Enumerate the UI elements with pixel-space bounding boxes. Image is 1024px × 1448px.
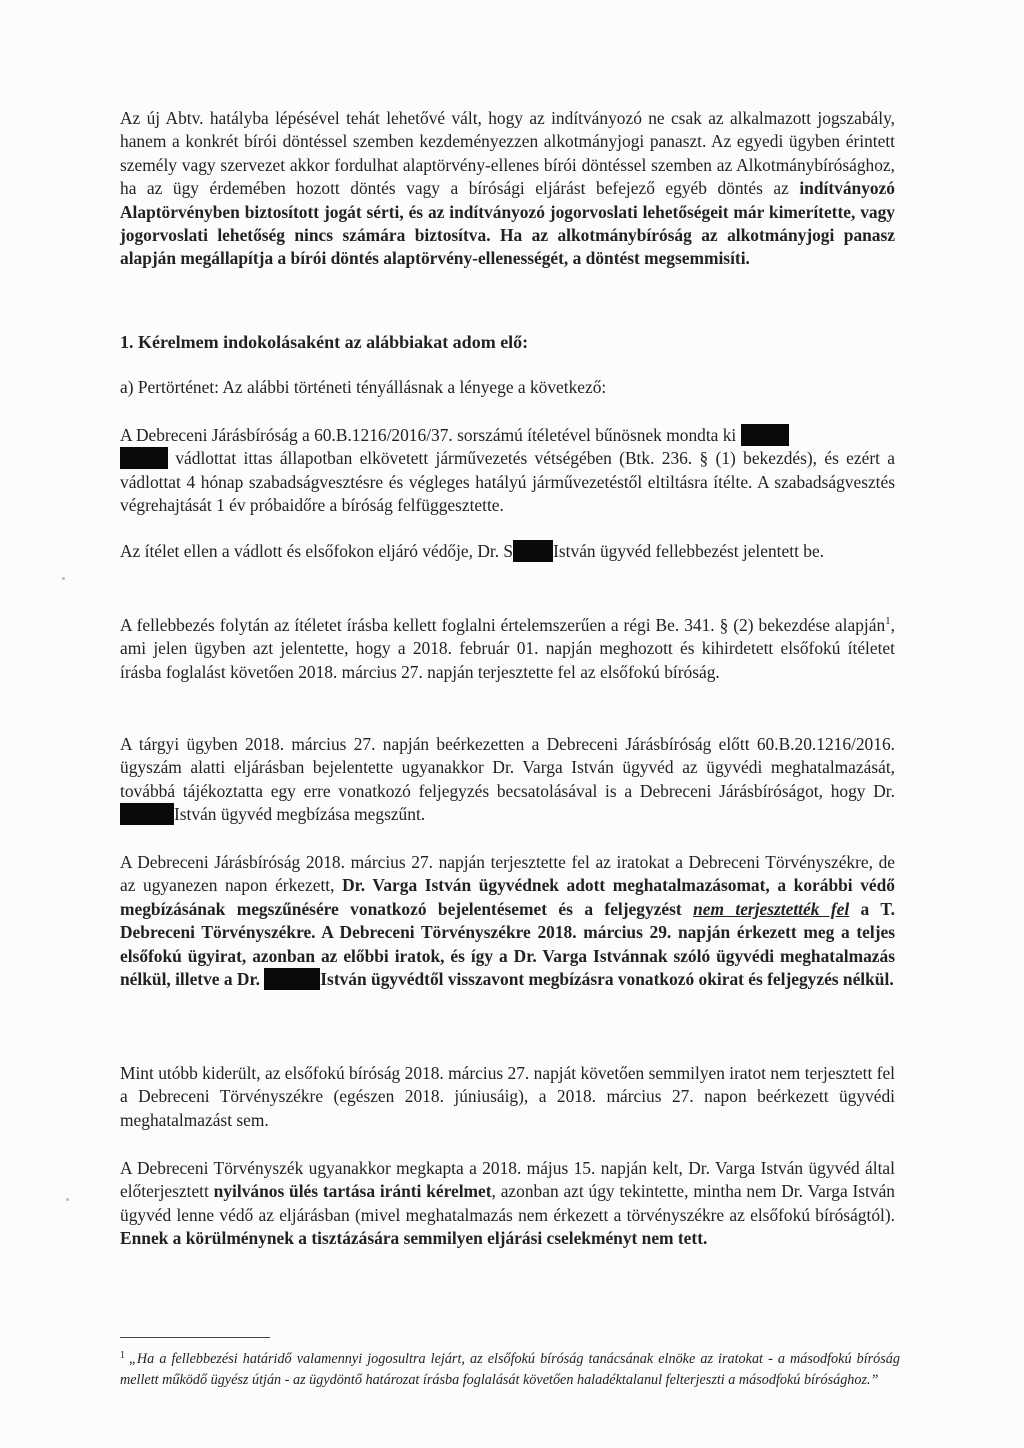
paragraph-text: István ügyvéd megbízása megszűnt. bbox=[174, 804, 426, 825]
redaction-block bbox=[264, 968, 320, 990]
paragraph-fellebbezes bbox=[120, 610, 895, 684]
paragraph-pertortenet: a) Pertörténet: Az alábbi történeti tényállásnak a lényege a következő: bbox=[120, 377, 607, 397]
paragraph-targyi bbox=[120, 733, 895, 827]
scan-speck bbox=[62, 577, 65, 580]
footnote-reference[interactable]: 1 bbox=[885, 615, 891, 627]
redaction-block bbox=[120, 447, 168, 469]
redaction-block bbox=[120, 803, 174, 825]
paragraph-text: vádlottat ittas állapotban elkövetett járművezetés vétségében (Btk. 236. § (1) bekezdés), és ezért a vádlottat 4 hónap szabadságvesztésre és végleges hatályú járművezetéstől eltiltásra ítélte. A szabadságvesztés végrehajtását 1 év próbaidőre a bíróság felfüggesztette. bbox=[120, 448, 895, 516]
bold-text: Dr. Varga István ügyvédnek adott meghatalmazásomat, a korábbi védő megbízásának megszűnésére vonatkozó bejelentésemet és a feljegyzést bbox=[120, 875, 896, 919]
redaction-block bbox=[513, 540, 553, 562]
paragraph-debrecen-judgment bbox=[120, 424, 895, 518]
paragraph-utobb: Mint utóbb kiderült, az elsőfokú bíróság 2018. március 27. napját követően semmilyen iratot nem terjesztett fel a Debreceni Törvényszékre (egészen 2018. júniusáig), a 2018. március 27. napon beérkezett ügyvédi meghatalmazást sem. bbox=[120, 1063, 895, 1130]
paragraph-text: , azonban azt úgy tekintette, mintha nem Dr. Varga István ügyvéd lenne védő az eljárásban (mivel meghatalmazás nem érkezett a törvényszékre az elsőfokú bíróságtól). bbox=[120, 1181, 895, 1225]
section-heading: 1. Kérelmem indokolásaként az alábbiakat adom elő: bbox=[120, 332, 529, 352]
paragraph-text: Az ítélet ellen a vádlott és elsőfokon eljáró védője, Dr. S bbox=[120, 541, 514, 561]
paragraph-text: A Debreceni Járásbíróság a 60.B.1216/2016/37. sorszámú ítéletével bűnösnek mondta ki bbox=[120, 425, 741, 445]
paragraph-text: , ami jelen ügyben azt jelentette, hogy a 2018. február 01. napján meghozott és kihirdetett elsőfokú ítéletet írásba foglalást követően 2018. március 27. napján terjesztette fel az elsőfokú bíróság. bbox=[120, 615, 895, 682]
paragraph-text: A Debreceni Törvényszék ugyanakkor megkapta a 2018. május 15. napján kelt, Dr. Varga István ügyvéd által előterjesztett bbox=[120, 1158, 895, 1202]
footnote-number: 1 bbox=[120, 1350, 125, 1361]
bold-text: a T. Debreceni Törvényszékre. A Debreceni Törvényszékre 2018. március 29. napján érkezett meg a teljes elsőfokú ügyirat, azonban az előbbi iratok, és így a Dr. Varga Istvánnak szóló ügyvédi meghatalmazás nélkül, illetve a Dr. bbox=[120, 898, 895, 990]
bold-text: indítványozó Alaptörvényben biztosított jogát sérti, és az indítványozó jogorvoslati lehetőségeit már kimerítette, vagy jogorvoslati lehetőség nincs számára biztosítva. Ha az alkotmánybíróság az alkotmányjogi panasz alapján megállapítja a bírói döntés alaptörvény-ellenességét, a döntést megsemmisíti. bbox=[120, 178, 895, 269]
redaction-block bbox=[741, 424, 789, 446]
paragraph-torvenyszek bbox=[120, 1157, 895, 1251]
footnote bbox=[120, 1345, 900, 1391]
paragraph-iratok bbox=[120, 851, 895, 991]
paragraph-text: A Debreceni Járásbíróság 2018. március 27. napján terjesztette fel az iratokat a Debreceni Törvényszékre, de az ugyanezen napon érkezett, bbox=[120, 852, 895, 896]
paragraph-text: A fellebbezés folytán az ítéletet írásba kellett foglalni értelemszerűen a régi Be. 341. § (2) bekezdése alapján bbox=[120, 615, 886, 635]
footnote-separator bbox=[120, 1337, 270, 1338]
bold-text: Ennek a körülménynek a tisztázására semmilyen eljárási cselekményt nem tett. bbox=[120, 1228, 708, 1249]
paragraph-intro bbox=[120, 107, 895, 271]
paragraph-text: Az új Abtv. hatályba lépésével tehát lehetővé vált, hogy az indítványozó ne csak az alkalmazott jogszabály, hanem a konkrét bírói döntéssel szemben kezdeményezzen alkotmányjogi panaszt. Az egyedi ügyben érintett személy vagy szervezet akkor fordulhat alaptörvény-ellenes bírói döntéssel szemben az Alkotmánybírósághoz, ha az ügy érdemében hozott döntés vagy a bírósági eljárást befejező egyéb döntés az bbox=[120, 108, 895, 199]
bold-text: István ügyvédtől visszavont megbízásra vonatkozó okirat és feljegyzés nélkül. bbox=[320, 969, 894, 990]
paragraph-text: István ügyvéd fellebbezést jelentett be. bbox=[553, 541, 825, 561]
footnote-text: „Ha a fellebbezési határidő valamennyi jogosultra lejárt, az elsőfokú bíróság tanácsának elnöke az iratokat - a másodfokú bíróság mellett működő ügyész útján - az ügydöntő határozat írásba foglalását követően haladéktalanul felterjeszti a másodfokú bírósághoz.” bbox=[120, 1351, 900, 1388]
underlined-text: nem terjesztették fel bbox=[693, 898, 850, 919]
bold-text: nyilvános ülés tartása iránti kérelmet bbox=[213, 1181, 492, 1202]
paragraph-appeal bbox=[120, 540, 895, 563]
paragraph-text: A tárgyi ügyben 2018. március 27. napján beérkezetten a Debreceni Járásbíróság előtt 60.B.20.1216/2016. ügyszám alatti eljárásban bejelentette ugyanakkor Dr. Varga István ügyvéd az ügyvédi meghatalmazását, továbbá tájékoztatta egy erre vonatkozó feljegyzés becsatolásával is a Debreceni Járásbíróságot, hogy Dr. bbox=[120, 734, 895, 801]
scan-speck bbox=[66, 1198, 69, 1201]
